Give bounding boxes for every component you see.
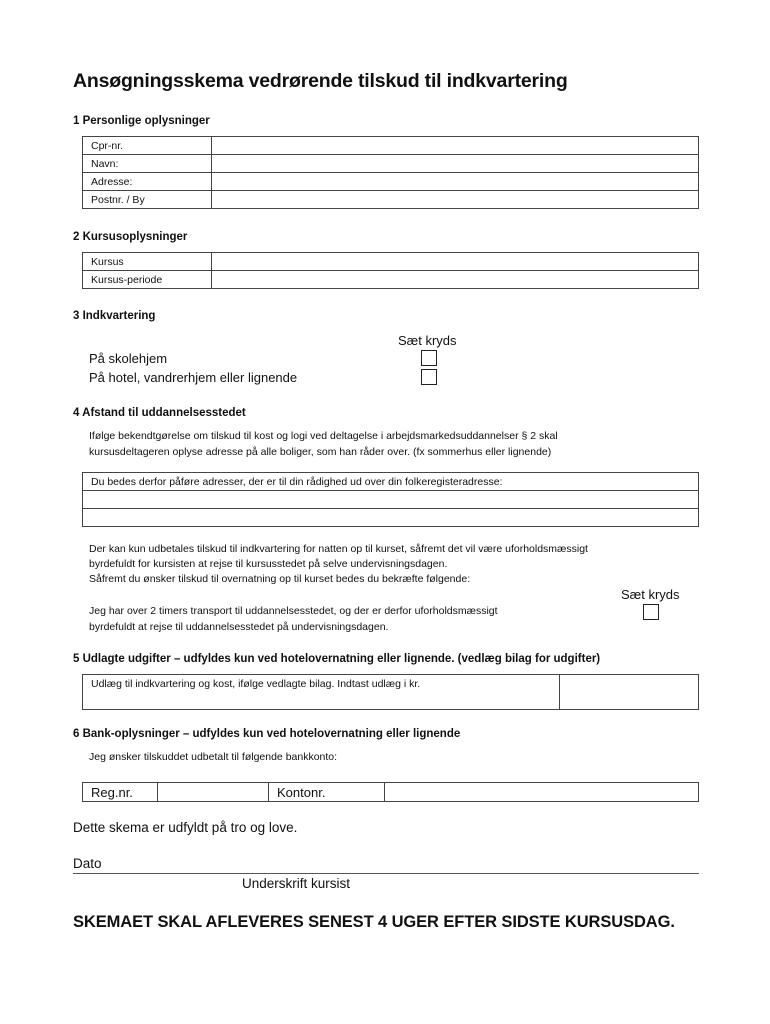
cpr-input[interactable] — [212, 137, 699, 155]
address-input[interactable] — [212, 173, 699, 191]
section2-heading: 2 Kursusoplysninger — [73, 231, 188, 243]
confirm-line2: byrdefuldt at rejse til uddannelsesstedet på undervisningsdagen. — [89, 621, 389, 633]
section4-heading: 4 Afstand til uddannelsesstedet — [73, 407, 246, 419]
submission-deadline-notice: SKEMAET SKAL AFLEVERES SENEST 4 UGER EFTER SIDSTE KURSUSDAG. — [73, 913, 675, 931]
option-school-home-checkbox[interactable] — [421, 350, 437, 366]
course-period-input[interactable] — [212, 271, 699, 289]
expenses-table — [82, 674, 699, 710]
bank-table — [82, 782, 699, 802]
address-prompt: Du bedes derfor påføre adresser, der er til din rådighed ud over din folkeregisteradresse: — [83, 473, 699, 491]
option-hotel-label: På hotel, vandrerhjem eller lignende — [89, 370, 298, 385]
name-input[interactable] — [212, 155, 699, 173]
course-period-label: Kursus-periode — [83, 271, 212, 289]
name-label: Navn: — [83, 155, 212, 173]
expenses-label: Udlæg til indkvartering og kost, ifølge vedlagte bilag. Indtast udlæg i kr. — [83, 675, 560, 710]
section4-info-line3: Såfremt du ønsker tilskud til overnatning op til kurset bedes du bekræfte følgende: — [89, 573, 471, 585]
reg-number-label: Reg.nr. — [83, 783, 158, 802]
section1-heading: 1 Personlige oplysninger — [73, 115, 210, 127]
section3-heading: 3 Indkvartering — [73, 310, 156, 322]
postcode-city-input[interactable] — [212, 191, 699, 209]
section4-intro-line2: kursusdeltageren oplyse adresse på alle boliger, som han råder over. (fx sommerhus eller lignende) — [89, 446, 552, 458]
address-label: Adresse: — [83, 173, 212, 191]
signature-label: Underskrift kursist — [242, 876, 351, 891]
course-input[interactable] — [212, 253, 699, 271]
confirm-transport-checkbox[interactable] — [643, 604, 659, 620]
page-title: Ansøgningsskema vedrørende tilskud til indkvartering — [73, 70, 568, 92]
section6-heading: 6 Bank-oplysninger – udfyldes kun ved hotelovernatning eller lignende — [73, 728, 461, 740]
course-info-table — [82, 252, 699, 289]
section5-heading: 5 Udlagte udgifter – udfyldes kun ved hotelovernatning eller lignende. (vedlæg bilag for udgifter) — [73, 653, 601, 665]
confirm-line1: Jeg har over 2 timers transport til uddannelsesstedet, og der er derfor uforholdsmæssigt — [89, 605, 498, 617]
account-number-input[interactable] — [385, 783, 699, 802]
date-label: Dato — [73, 856, 102, 871]
cpr-label: Cpr-nr. — [83, 137, 212, 155]
other-addresses-table — [82, 472, 699, 527]
course-label: Kursus — [83, 253, 212, 271]
section4-info-line2: byrdefuldt for kursisten at rejse til kursusstedet på selve undervisningsdagen. — [89, 558, 448, 570]
option-school-home-label: På skolehjem — [89, 351, 168, 366]
personal-info-table — [82, 136, 699, 209]
reg-number-input[interactable] — [158, 783, 269, 802]
mark-label: Sæt kryds — [398, 333, 457, 348]
postcode-city-label: Postnr. / By — [83, 191, 212, 209]
section4-intro-line1: Ifølge bekendtgørelse om tilskud til kost og logi ved deltagelse i arbejdsmarkedsuddannelser § 2 skal — [89, 430, 558, 442]
bank-intro: Jeg ønsker tilskuddet udbetalt til følgende bankkonto: — [89, 751, 338, 763]
section4-info-line1: Der kan kun udbetales tilskud til indkvartering for natten op til kurset, såfremt det vil være uforholdsmæssigt — [89, 543, 588, 555]
other-address-input-2[interactable] — [83, 509, 699, 527]
account-number-label: Kontonr. — [269, 783, 385, 802]
signature-line[interactable] — [73, 873, 699, 874]
expenses-amount-input[interactable] — [560, 675, 699, 710]
option-hotel-checkbox[interactable] — [421, 369, 437, 385]
confirm-mark-label: Sæt kryds — [621, 587, 680, 602]
other-address-input-1[interactable] — [83, 491, 699, 509]
declaration-text: Dette skema er udfyldt på tro og love. — [73, 820, 298, 835]
